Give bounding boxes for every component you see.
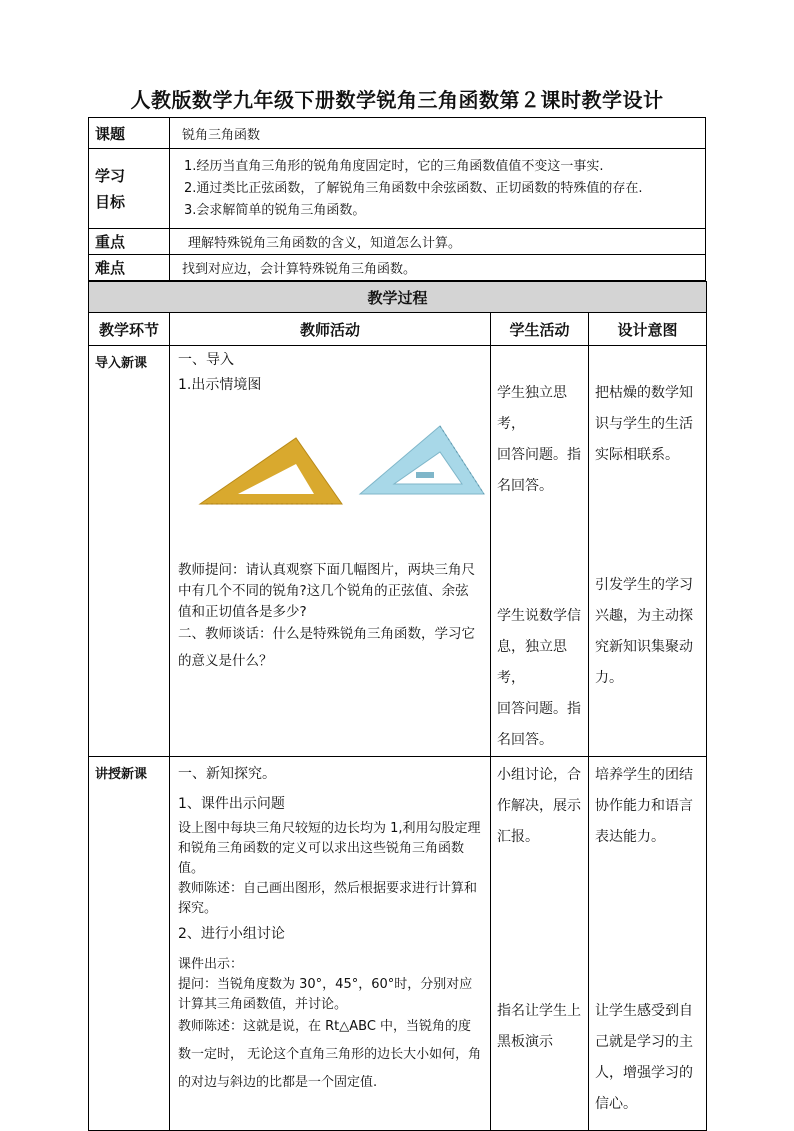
student-line: 黑板演示 — [497, 1034, 553, 1050]
goals-label-line1: 学习 — [95, 166, 126, 185]
slide-question-heading: 1、课件出示问题 — [178, 796, 285, 812]
header-stage: 教学环节 — [89, 313, 170, 346]
goal-item: 1.经历当直角三角形的锐角角度固定时，它的三角函数值值不变这一事实. — [184, 158, 604, 174]
group-discussion-heading: 2、进行小组讨论 — [178, 926, 285, 942]
goals-label-line2: 目标 — [95, 192, 126, 211]
design-line: 让学生感受到自 — [595, 1003, 693, 1019]
header-student: 学生活动 — [491, 313, 589, 346]
yellow-set-square-image — [196, 434, 346, 512]
difficulty-value: 找到对应边，会计算特殊锐角三角函数。 — [170, 255, 706, 281]
explore-heading: 一、新知探究。 — [178, 766, 276, 782]
difficulty-label: 难点 — [89, 255, 170, 281]
goal-item: 3.会求解简单的锐角三角函数。 — [184, 202, 366, 218]
student-line: 息，独立思考， — [497, 639, 567, 686]
student-line: 回答问题。指 — [497, 701, 581, 717]
teacher-activity-intro — [170, 346, 491, 757]
blue-set-square-image — [358, 424, 486, 500]
student-line: 学生说数学信 — [497, 608, 581, 624]
key-point-value: 理解特殊锐角三角函数的含义，知道怎么计算。 — [170, 229, 706, 255]
key-point-label: 重点 — [89, 229, 170, 255]
teaching-process-banner: 教学过程 — [89, 282, 707, 313]
header-design: 设计意图 — [589, 313, 707, 346]
student-line: 指名让学生上 — [497, 1003, 581, 1019]
design-line: 协作能力和语言 — [595, 798, 693, 814]
goals-list — [170, 149, 706, 229]
document-title: 人教版数学九年级下册数学锐角三角函数第２课时教学设计 — [130, 88, 664, 112]
student-line: 汇报。 — [497, 829, 539, 845]
design-line: 把枯燥的数学知 — [595, 385, 693, 401]
teacher-activity-new-lesson — [170, 757, 491, 1131]
goal-item: 2.通过类比正弦函数，了解锐角三角函数中余弦函数、正切函数的特殊值的存在. — [184, 180, 643, 196]
goals-label — [89, 149, 170, 229]
intro-teacher-talk: 二、教师谈话：什么是特殊锐角三角函数，学习它的意义是什么？ — [178, 626, 475, 669]
stage-intro: 导入新课 — [89, 346, 170, 757]
design-line: 己就是学习的主 — [595, 1034, 693, 1050]
design-intent-intro — [589, 346, 707, 757]
intro-heading: 一、导入 — [178, 352, 234, 368]
teaching-process-table — [88, 281, 707, 1131]
design-intent-new-lesson — [589, 757, 707, 1131]
design-line: 引发学生的学习 — [595, 577, 693, 593]
topic-label: 课题 — [89, 118, 170, 149]
problem-statement: 设上图中每块三角尺较短的边长均为 1,利用勾股定理和锐角三角函数的定义可以求出这些锐角三角函数值。 — [178, 821, 481, 876]
student-line: 作解决，展示 — [497, 798, 581, 814]
design-line: 实际相联系。 — [595, 447, 679, 463]
design-line: 培养学生的团结 — [595, 767, 693, 783]
student-line: 名回答。 — [497, 732, 553, 748]
set-square-images — [178, 424, 482, 560]
stage-new-lesson: 讲授新课 — [89, 757, 170, 1131]
lesson-info-table — [88, 117, 706, 281]
angle-question: 提问：当锐角度数为 30°，45°，60°时，分别对应计算其三角函数值，并讨论。 — [178, 977, 473, 1012]
header-teacher: 教师活动 — [170, 313, 491, 346]
intro-subheading: 1.出示情境图 — [178, 377, 262, 393]
design-line: 兴趣，为主动探 — [595, 608, 693, 624]
student-line: 名回答。 — [497, 478, 553, 494]
intro-question: 教师提问：请认真观察下面几幅图片，两块三角尺中有几个不同的锐角?这几个锐角的正弦值、余弦值和正切值各是多少? — [178, 562, 475, 620]
teacher-statement-2: 教师陈述：这就是说，在 Rt△ABC 中，当锐角的度数一定时， 无论这个直角三角形的边长大小如何，角的对边与斜边的比都是一个固定值. — [178, 1019, 482, 1090]
teacher-statement-1: 教师陈述：自己画出图形，然后根据要求进行计算和探究。 — [178, 881, 478, 916]
design-line: 究新知识集聚动 — [595, 639, 693, 655]
student-line: 回答问题。指 — [497, 447, 581, 463]
student-line: 小组讨论，合 — [497, 767, 581, 783]
slide-show-label: 课件出示： — [178, 957, 244, 972]
design-line: 识与学生的生活 — [595, 416, 693, 432]
design-line: 信心。 — [595, 1096, 637, 1112]
design-line: 表达能力。 — [595, 829, 665, 845]
topic-value: 锐角三角函数 — [170, 118, 706, 149]
student-activity-new-lesson — [491, 757, 589, 1131]
student-line: 学生独立思考， — [497, 385, 567, 432]
student-activity-intro — [491, 346, 589, 757]
design-line: 人，增强学习的 — [595, 1065, 693, 1081]
design-line: 力。 — [595, 670, 623, 686]
